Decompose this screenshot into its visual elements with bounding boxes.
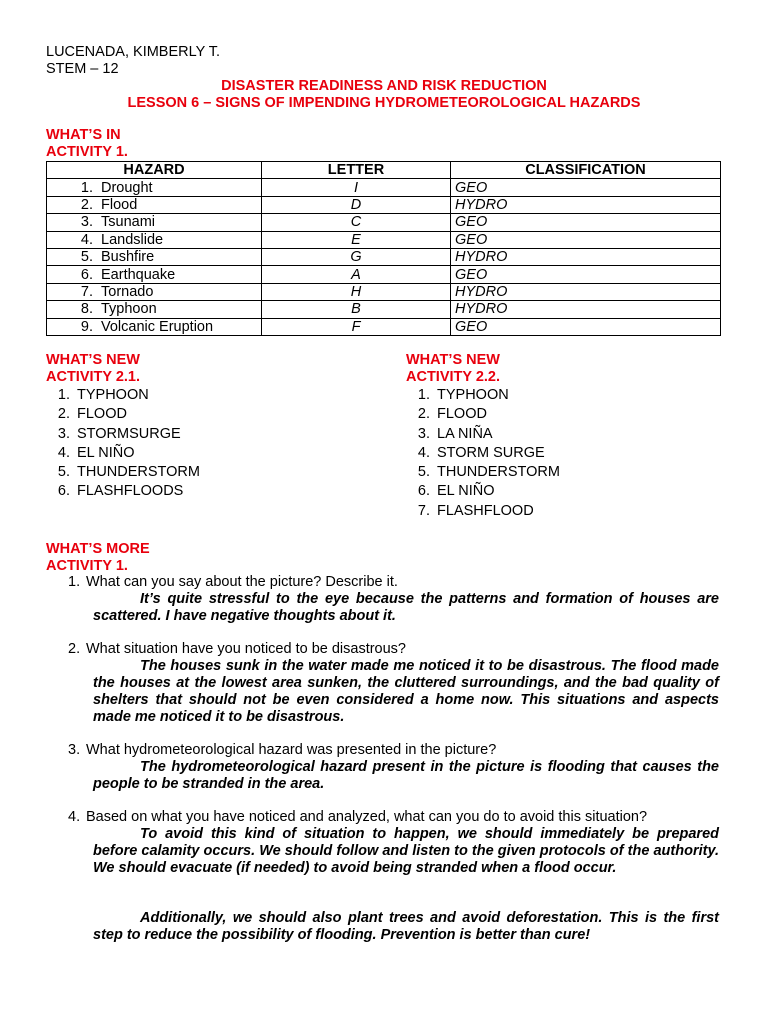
classification-cell: HYDRO xyxy=(451,248,721,265)
classification-cell: GEO xyxy=(451,179,721,196)
whats-new-2-activity: ACTIVITY 2.2. xyxy=(406,369,501,385)
list-text: EL NIÑO xyxy=(437,483,495,500)
list-item xyxy=(406,482,560,501)
answer-4: To avoid this kind of situation to happen, we should immediately be prepared before calamity occurs. We should follow and listen to the given protocols of the authority. We should evacuate (if needed) to avoid being stranded when a flood occur. xyxy=(93,826,719,876)
list-item xyxy=(406,502,560,521)
list-number: 2. xyxy=(417,406,430,423)
table-row xyxy=(47,318,721,335)
whats-new-2-heading: WHAT’S NEW xyxy=(406,352,500,368)
hazard-cell xyxy=(47,318,262,335)
list-text: LA NIÑA xyxy=(437,425,493,442)
whats-more-heading: WHAT’S MORE xyxy=(46,541,150,557)
hazard-table xyxy=(46,161,721,336)
question-1 xyxy=(68,574,398,591)
row-number: 1. xyxy=(80,179,93,196)
list-text: FLOOD xyxy=(77,406,127,423)
lesson-title: LESSON 6 – SIGNS OF IMPENDING HYDROMETEOROLOGICAL HAZARDS xyxy=(127,95,641,111)
list-item xyxy=(406,386,560,405)
list-item xyxy=(46,482,200,501)
list-number: 6. xyxy=(417,483,430,500)
list-item xyxy=(406,425,560,444)
table-row xyxy=(47,179,721,196)
list-text: FLOOD xyxy=(437,406,487,423)
row-number: 9. xyxy=(80,318,93,335)
row-number: 6. xyxy=(80,266,93,283)
column-header-classification: CLASSIFICATION xyxy=(451,162,721,179)
list-item xyxy=(46,405,200,424)
table-row xyxy=(47,196,721,213)
list-text: FLASHFLOOD xyxy=(437,502,534,519)
hazard-name: Volcanic Eruption xyxy=(101,318,214,335)
list-number: 4. xyxy=(417,444,430,461)
list-item xyxy=(406,405,560,424)
hazard-cell xyxy=(47,179,262,196)
letter-cell: A xyxy=(262,266,451,283)
hazard-cell xyxy=(47,231,262,248)
table-row xyxy=(47,231,721,248)
table-row xyxy=(47,248,721,265)
question-number: 2. xyxy=(68,641,81,657)
hazard-name: Typhoon xyxy=(101,301,157,318)
hazard-cell xyxy=(47,266,262,283)
column-header-letter: LETTER xyxy=(262,162,451,179)
list-number: 1. xyxy=(417,387,430,403)
list-text: STORM SURGE xyxy=(437,444,545,461)
list-item xyxy=(46,444,200,463)
row-number: 8. xyxy=(80,301,93,318)
list-number: 1. xyxy=(57,387,70,403)
letter-cell: E xyxy=(262,231,451,248)
question-text: What situation have you noticed to be disastrous? xyxy=(86,641,406,657)
table-row xyxy=(47,214,721,231)
answer-2: The houses sunk in the water made me noticed it to be disastrous. The flood made the houses at the lowest area sunken, the cluttered surroundings, and the bad quality of shelters that should not be even considered a home now. This situations and aspects made me noticed it to be disastrous. xyxy=(93,658,719,725)
hazard-cell xyxy=(47,301,262,318)
column-header-hazard: HAZARD xyxy=(47,162,262,179)
table-header-row xyxy=(47,162,721,179)
hazard-cell xyxy=(47,214,262,231)
answer-3: The hydrometeorological hazard present in the picture is flooding that causes the people to be stranded in the area. xyxy=(93,759,719,792)
list-item xyxy=(406,444,560,463)
student-grade: STEM – 12 xyxy=(46,61,119,77)
whats-new-1-activity: ACTIVITY 2.1. xyxy=(46,369,141,385)
hazard-name: Flood xyxy=(101,196,138,213)
list-number: 5. xyxy=(57,464,70,481)
classification-cell: HYDRO xyxy=(451,283,721,300)
student-name: LUCENADA, KIMBERLY T. xyxy=(46,44,221,60)
letter-cell: D xyxy=(262,196,451,213)
classification-cell: GEO xyxy=(451,266,721,283)
table-row xyxy=(47,301,721,318)
question-number: 1. xyxy=(68,574,81,590)
row-number: 4. xyxy=(80,231,93,248)
letter-cell: H xyxy=(262,283,451,300)
hazard-cell xyxy=(47,283,262,300)
list-number: 7. xyxy=(417,502,430,519)
list-text: THUNDERSTORM xyxy=(77,464,200,481)
hazard-name: Drought xyxy=(101,179,153,196)
list-number: 2. xyxy=(57,406,70,423)
question-text: What can you say about the picture? Describe it. xyxy=(86,574,398,590)
answer-4-continued: Additionally, we should also plant trees and avoid deforestation. This is the first step to reduce the possibility of flooding. Prevention is better than cure! xyxy=(93,910,719,943)
question-text: What hydrometeorological hazard was presented in the picture? xyxy=(86,742,497,758)
hazard-name: Landslide xyxy=(101,231,164,248)
row-number: 5. xyxy=(80,249,93,266)
list-number: 5. xyxy=(417,464,430,481)
list-text: FLASHFLOODS xyxy=(77,483,184,500)
question-number: 4. xyxy=(68,809,81,825)
whats-new-1-heading: WHAT’S NEW xyxy=(46,352,140,368)
question-number: 3. xyxy=(68,742,81,758)
letter-cell: F xyxy=(262,318,451,335)
list-text: TYPHOON xyxy=(437,387,509,403)
list-number: 3. xyxy=(57,425,70,442)
list-item xyxy=(406,463,560,482)
hazard-name: Tornado xyxy=(101,283,154,300)
activity-2-1-list xyxy=(46,386,200,502)
classification-cell: GEO xyxy=(451,214,721,231)
classification-cell: GEO xyxy=(451,231,721,248)
classification-cell: GEO xyxy=(451,318,721,335)
whats-in-activity: ACTIVITY 1. xyxy=(46,144,128,160)
answer-1: It’s quite stressful to the eye because the patterns and formation of houses are scattered. I have negative thoughts about it. xyxy=(93,591,719,624)
list-text: THUNDERSTORM xyxy=(437,464,560,481)
question-4 xyxy=(68,809,647,826)
list-item xyxy=(46,386,200,405)
whats-in-heading: WHAT’S IN xyxy=(46,127,121,143)
hazard-name: Bushfire xyxy=(101,249,155,266)
row-number: 3. xyxy=(80,214,93,231)
list-number: 6. xyxy=(57,483,70,500)
row-number: 7. xyxy=(80,283,93,300)
list-item xyxy=(46,463,200,482)
question-3 xyxy=(68,742,496,759)
list-text: TYPHOON xyxy=(77,387,149,403)
letter-cell: G xyxy=(262,248,451,265)
row-number: 2. xyxy=(80,196,93,213)
list-item xyxy=(46,425,200,444)
list-text: EL NIÑO xyxy=(77,444,135,461)
letter-cell: B xyxy=(262,301,451,318)
table-row xyxy=(47,266,721,283)
question-2 xyxy=(68,641,406,658)
list-number: 4. xyxy=(57,444,70,461)
classification-cell: HYDRO xyxy=(451,196,721,213)
hazard-name: Earthquake xyxy=(101,266,176,283)
letter-cell: I xyxy=(262,179,451,196)
letter-cell: C xyxy=(262,214,451,231)
whats-more-activity: ACTIVITY 1. xyxy=(46,558,128,574)
classification-cell: HYDRO xyxy=(451,301,721,318)
list-number: 3. xyxy=(417,425,430,442)
subject-title: DISASTER READINESS AND RISK REDUCTION xyxy=(221,78,547,94)
list-text: STORMSURGE xyxy=(77,425,181,442)
hazard-cell xyxy=(47,248,262,265)
table-row xyxy=(47,283,721,300)
hazard-cell xyxy=(47,196,262,213)
hazard-name: Tsunami xyxy=(101,214,155,231)
activity-2-2-list xyxy=(406,386,560,521)
question-text: Based on what you have noticed and analyzed, what can you do to avoid this situation? xyxy=(86,809,648,825)
